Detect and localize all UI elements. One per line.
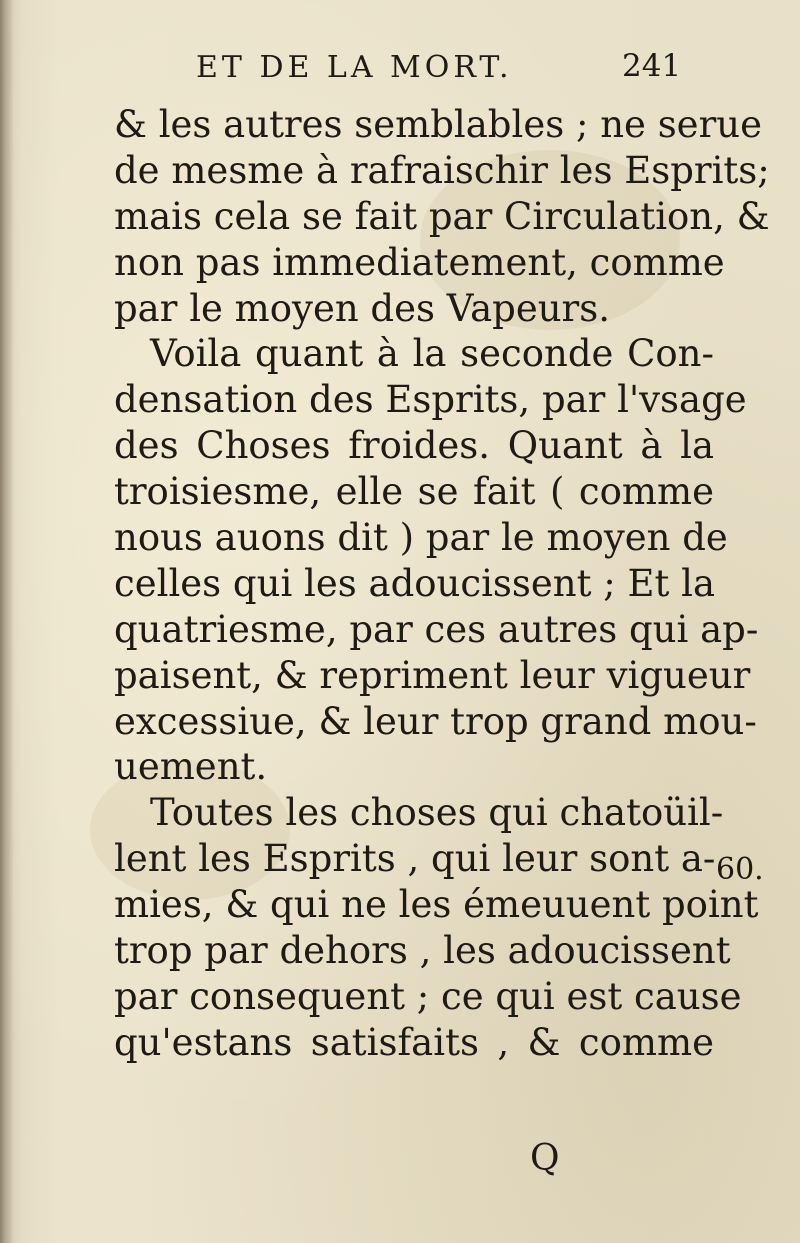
spine-shadow <box>0 0 14 1243</box>
text-line: uement. <box>114 745 268 789</box>
text-line: par consequent ; ce qui est cause <box>114 974 742 1018</box>
text-line: & les autres semblables ; ne serue <box>114 103 762 146</box>
text-line: trop par dehors , les adoucissent <box>114 929 731 973</box>
text-line: celles qui les adoucissent ; Et la <box>114 561 716 605</box>
page-header <box>196 44 716 94</box>
running-head: ET DE LA MORT. <box>196 50 513 85</box>
text-line: non pas immediatement, comme <box>114 240 725 284</box>
text-line: qu'estans satisfaits , & comme <box>114 1020 714 1064</box>
text-line: nous auons dit ) par le moyen de <box>114 516 728 560</box>
text-line: quatriesme, par ces autres qui ap- <box>114 607 759 651</box>
text-line: excessiue, & leur trop grand mou- <box>114 699 757 743</box>
text-line: Voila quant à la seconde Con- <box>150 332 714 376</box>
text-line: par le moyen des Vapeurs. <box>114 286 610 330</box>
text-line: lent les Esprits , qui leur sont a- <box>114 837 716 881</box>
page-number: 241 <box>622 48 682 84</box>
text-line: troisiesme, elle se fait ( comme <box>114 470 714 514</box>
catchword: Q <box>530 1138 560 1179</box>
text-line: Toutes les choses qui chatoüil- <box>150 791 724 835</box>
text-line: mais cela se fait par Circulation, & <box>114 194 770 238</box>
text-line: de mesme à rafraischir les Esprits; <box>114 148 770 192</box>
text-line: paisent, & repriment leur vigueur <box>114 653 751 697</box>
text-line: mies, & qui ne les émeuuent point <box>114 883 759 927</box>
text-line: densation des Esprits, par l'vsage <box>114 378 747 422</box>
margin-note: 60. <box>716 852 764 887</box>
text-line: des Choses froides. Quant à la <box>114 424 714 468</box>
